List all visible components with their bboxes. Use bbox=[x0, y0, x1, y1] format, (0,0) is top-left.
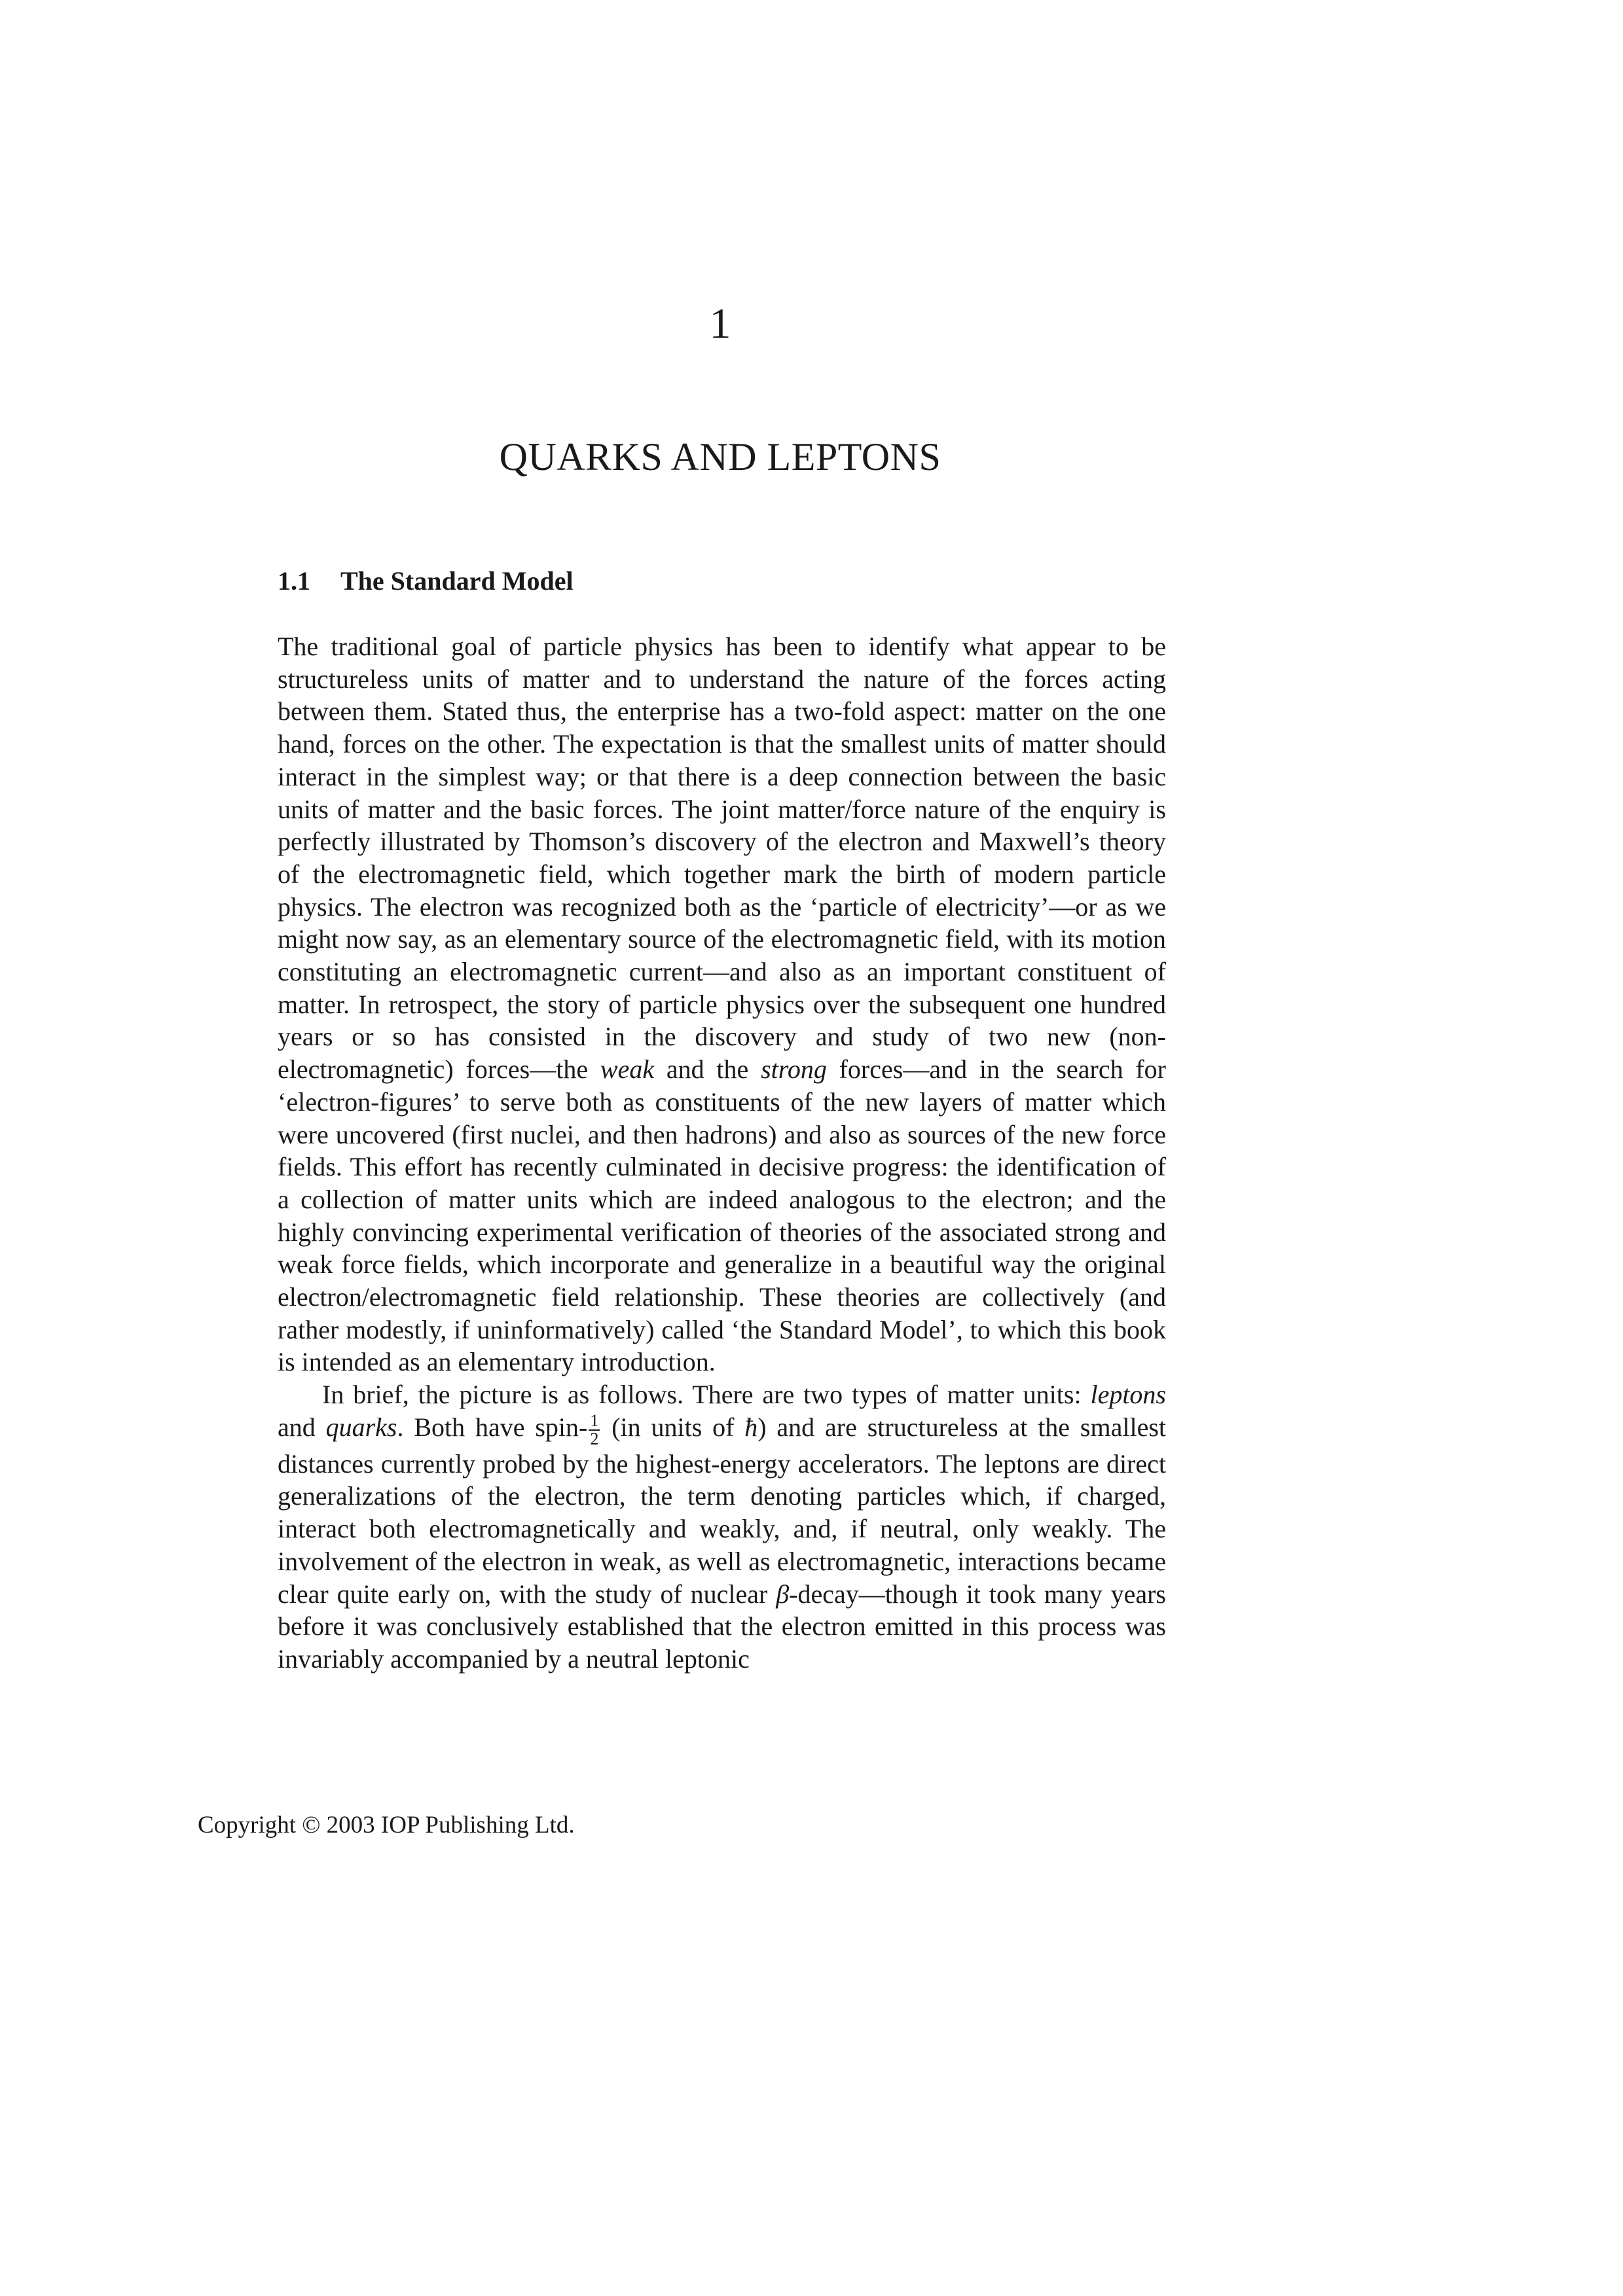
copyright-notice: Copyright © 2003 IOP Publishing Ltd. bbox=[198, 1812, 575, 1839]
fraction-numerator: 1 bbox=[590, 1410, 599, 1430]
paragraph-2-text-3: . Both have spin- bbox=[397, 1412, 588, 1442]
paragraph-2 bbox=[278, 1378, 1166, 1675]
paragraph-2-text-1: In brief, the picture is as follows. There are two types of matter units: bbox=[322, 1380, 1091, 1410]
paragraph-1-text-3: forces—and in the search for ‘electron-figures’ to serve both as constituents of the new layers of matter which were uncovered (first nuclei, and then hadrons) and also as sources of the new force fields. This effort has recently culminated in decisive progress: the identification of a collection of matter units which are indeed analogous to the electron; and the highly convincing experimental verification of theories of the associated strong and weak force fields, which incorporate and generalize in a beautiful way the original electron/electromagnetic field relationship. These theories are collectively (and rather modestly, if uninformatively) called ‘the Standard Model’, to which this book is intended as an elementary introduction. bbox=[278, 1054, 1166, 1377]
paragraph-2-text-5: ) and are structureless at the smallest distances currently probed by the highest-energy accelerators. The leptons are direct generalizations of the electron, the term denoting particles which, if charged, interact both electromagnetically and weakly, and, if neutral, only weakly. The involvement of the electron in weak, as well as electromagnetic, interactions became clear quite early on, with the study of nuclear bbox=[278, 1412, 1166, 1609]
paragraph-2-text-6: -decay—though it took many years before it was conclusively established that the electron emitted in this process was invariably accompanied by a neutral leptonic bbox=[278, 1579, 1167, 1674]
paragraph-1-text-2: and the bbox=[654, 1054, 761, 1085]
term-quarks: quarks bbox=[325, 1412, 397, 1442]
fraction-denominator: 2 bbox=[590, 1429, 599, 1448]
term-strong: strong bbox=[761, 1054, 827, 1085]
chapter-title: QUARKS AND LEPTONS bbox=[499, 435, 941, 478]
paragraph-1 bbox=[278, 630, 1166, 1378]
section-heading bbox=[278, 568, 574, 594]
section-title: The Standard Model bbox=[340, 566, 574, 596]
paragraph-2-text-4: (in units of bbox=[601, 1412, 745, 1442]
section-number: 1.1 bbox=[278, 566, 310, 596]
fraction-one-half bbox=[589, 1412, 600, 1448]
symbol-beta: β bbox=[776, 1579, 790, 1609]
body-text bbox=[278, 630, 1166, 1676]
symbol-hbar: ħ bbox=[744, 1412, 758, 1442]
paragraph-2-text-2: and bbox=[278, 1412, 326, 1442]
paragraph-1-text-1: The traditional goal of particle physics has been to identify what appear to be structureless units of matter and to understand the nature of the forces acting between them. Stated thus, the enterprise has a two-fold aspect: matter on the one hand, forces on the other. The expectation is that the smallest units of matter should interact in the simplest way; or that there is a deep connection between the basic units of matter and the basic forces. The joint matter/force nature of the enquiry is perfectly illustrated by Thomson’s discovery of the electron and Maxwell’s theory of the electromagnetic field, which together mark the birth of modern particle physics. The electron was recognized both as the ‘particle of electricity’—or as we might now say, as an elementary source of the electromagnetic field, with its motion constituting an electromagnetic current—and also as an important constituent of matter. In retrospect, the story of particle physics over the subsequent one hundred years or so has consisted in the discovery and study of two new (non-electromagnetic) forces—the bbox=[278, 632, 1166, 1085]
chapter-number: 1 bbox=[709, 300, 731, 348]
term-leptons: leptons bbox=[1090, 1380, 1166, 1410]
term-weak: weak bbox=[600, 1054, 655, 1085]
